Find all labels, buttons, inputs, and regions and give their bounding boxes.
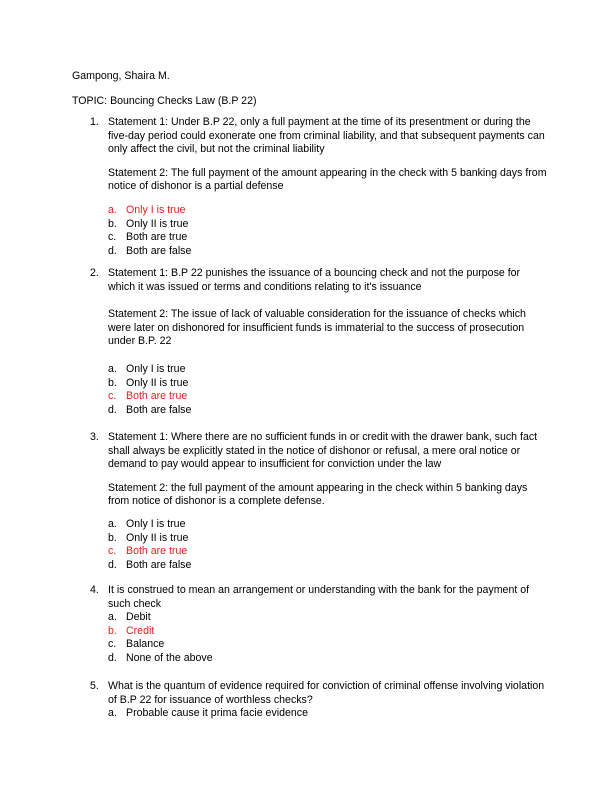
question-number: 1. bbox=[90, 116, 99, 128]
question-text: What is the quantum of evidence required for conviction of criminal offense involving violation of B.P 22 for issuance of worthless checks? bbox=[108, 680, 545, 706]
choice-item: c. Both are true bbox=[108, 545, 188, 558]
statement-1: Statement 1: B.P 22 punishes the issuance of a bouncing check and not the purpose for which it was issued or terms and conditions relating to it's issuance bbox=[108, 267, 521, 293]
choice-item: d. None of the above bbox=[108, 651, 213, 664]
choice-item: a. Only I is true bbox=[108, 203, 186, 216]
choice-list bbox=[108, 363, 550, 417]
choice-item: a. Probable cause it prima facie evidence bbox=[108, 707, 308, 720]
question-number: 2. bbox=[90, 267, 99, 279]
question-item bbox=[90, 116, 550, 258]
question-item bbox=[90, 267, 550, 417]
choice-list bbox=[108, 611, 550, 665]
choice-item: d. Both are false bbox=[108, 244, 192, 257]
choice-item: a. Only I is true bbox=[108, 517, 186, 530]
choice-list bbox=[108, 518, 550, 572]
choice-item: b. Only II is true bbox=[108, 531, 189, 544]
choice-item: b. Only II is true bbox=[108, 376, 189, 389]
question-number: 3. bbox=[90, 431, 99, 443]
choice-item: b. Only II is true bbox=[108, 217, 189, 230]
choice-list bbox=[108, 204, 550, 258]
choice-item: c. Both are true bbox=[108, 231, 188, 244]
question-text: It is construed to mean an arrangement or understanding with the bank for the payment of such check bbox=[108, 584, 530, 610]
choice-item: d. Both are false bbox=[108, 403, 192, 416]
author-name: Gampong, Shaira M. bbox=[72, 70, 170, 82]
choice-item: c. Both are true bbox=[108, 390, 188, 403]
choice-item: d. Both are false bbox=[108, 558, 192, 571]
question-item bbox=[90, 431, 550, 572]
choice-item: c. Balance bbox=[108, 638, 165, 651]
choice-item: a. Debit bbox=[108, 611, 151, 624]
statement-1: Statement 1: Where there are no sufficient funds in or credit with the drawer bank, such fact shall always be explicitly stated in the notice of dishonor or refusal, a mere oral notice or demand to pay would appear to insufficient for conviction under the law bbox=[108, 431, 538, 471]
statement-2: Statement 2: the full payment of the amount appearing in the check within 5 banking days from notice of dishonor is a complete defense. bbox=[108, 481, 528, 508]
choice-item: b. Credit bbox=[108, 624, 155, 637]
statement-1: Statement 1: Under B.P 22, only a full payment at the time of its presentment or during the five-day period could exonerate one from criminal liability, and that subsequent payments can only affect the civil, but not the criminal liability bbox=[108, 116, 545, 156]
statement-2: Statement 2: The full payment of the amount appearing in the check with 5 banking days from notice of dishonor is a partial defense bbox=[108, 166, 547, 193]
choice-list bbox=[108, 707, 550, 721]
question-item bbox=[90, 680, 550, 721]
question-number: 4. bbox=[90, 584, 99, 596]
choice-item: a. Only I is true bbox=[108, 362, 186, 375]
question-item bbox=[90, 584, 550, 666]
topic-heading: TOPIC: Bouncing Checks Law (B.P 22) bbox=[72, 95, 257, 107]
question-number: 5. bbox=[90, 680, 99, 692]
statement-2: Statement 2: The issue of lack of valuable consideration for the issuance of checks which were later on dishonored for insufficient funds is immaterial to the success of prosecution under B.P. 22 bbox=[108, 308, 526, 348]
